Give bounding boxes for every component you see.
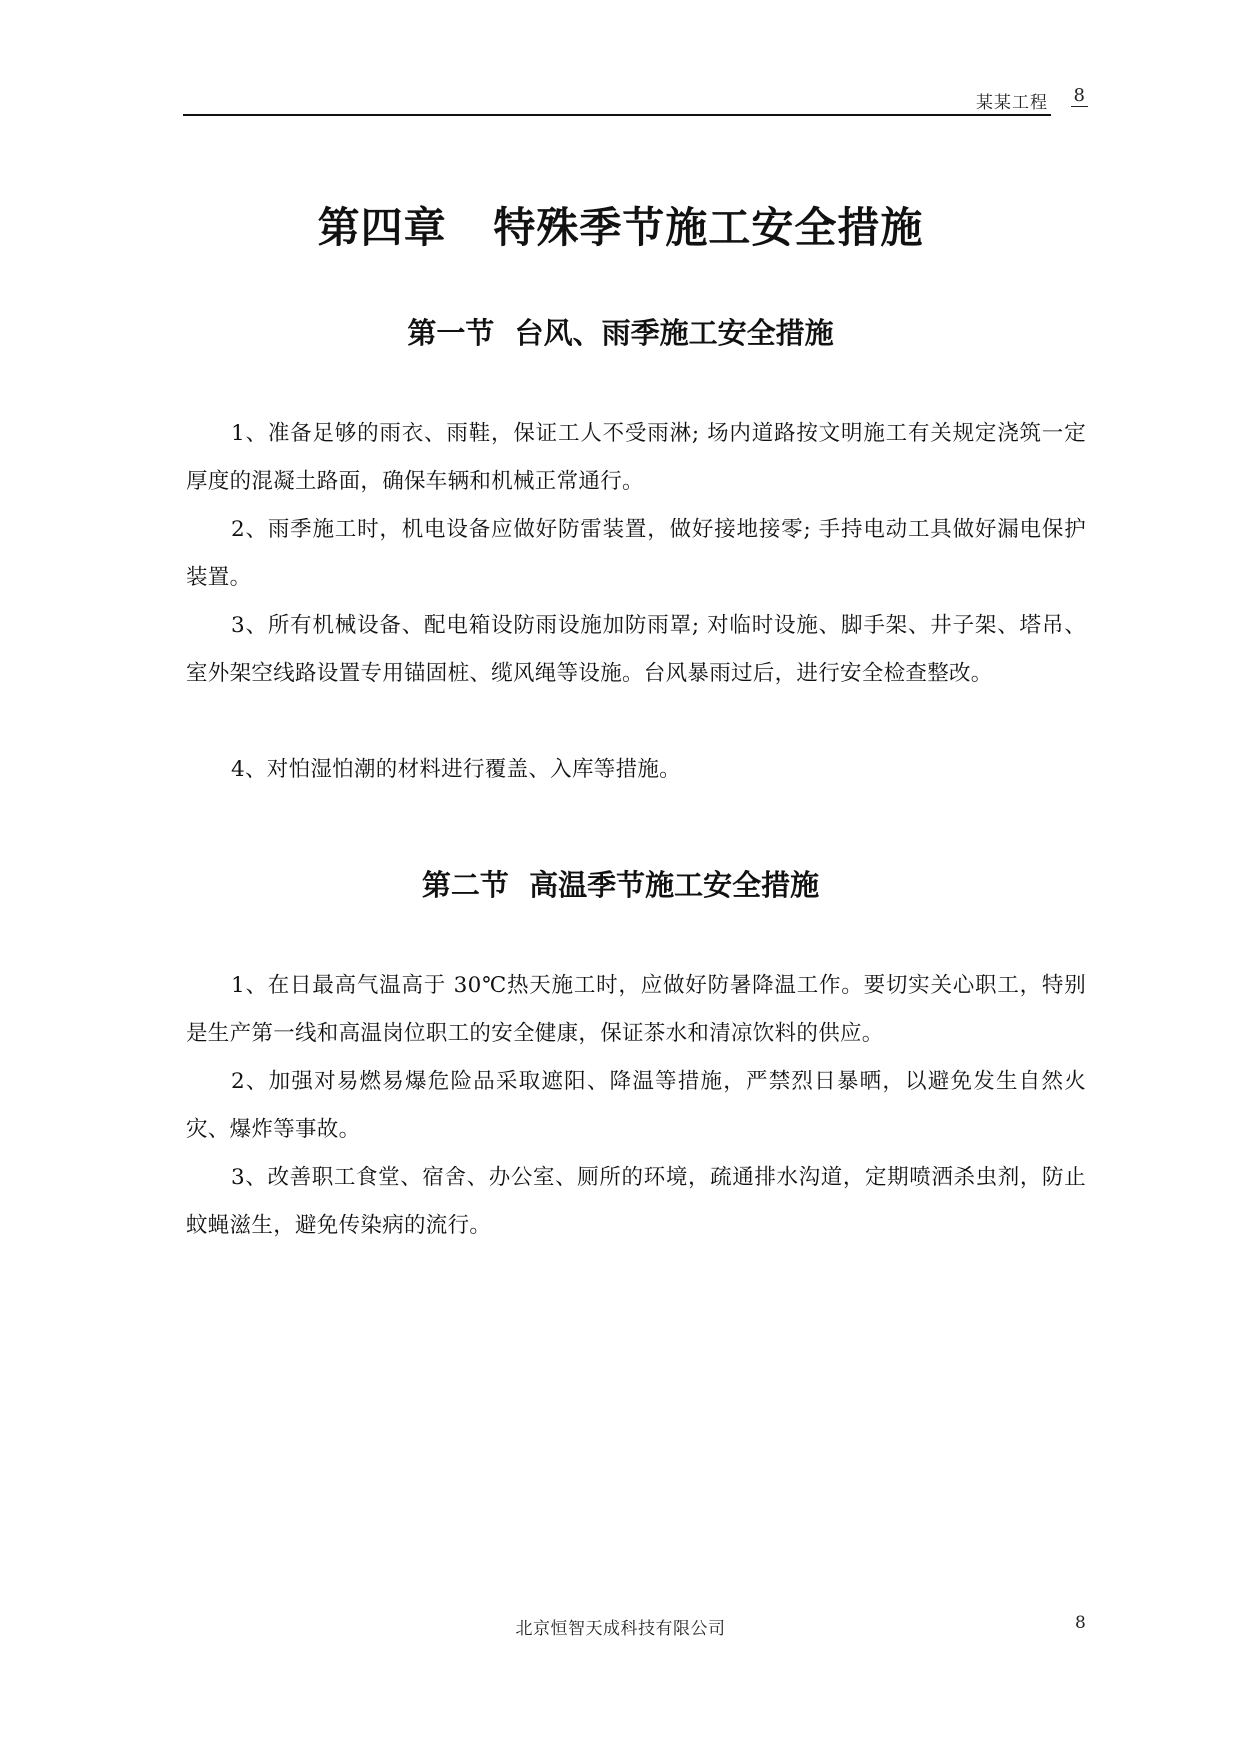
chapter-title: 第四章 特殊季节施工安全措施 <box>317 203 924 252</box>
header-divider <box>183 114 1051 116</box>
section-title-typhoon-rain: 第一节 台风、雨季施工安全措施 <box>407 316 834 350</box>
paragraph: 1、在日最高气温高于 30℃热天施工时，应做好防暑降温工作。要切实关心职工，特别是生产第一线和高温岗位职工的安全健康，保证茶水和清凉饮料的供应。 <box>186 972 1086 1046</box>
section-title-high-temperature: 第二节 高温季节施工安全措施 <box>421 868 820 902</box>
header-title: 某某工程 <box>976 93 1048 113</box>
header-page-number: 8 <box>1071 86 1088 107</box>
paragraph: 4、对怕湿怕潮的材料进行覆盖、入库等措施。 <box>231 756 681 782</box>
paragraph: 2、加强对易燃易爆危险品采取遮阳、降温等措施，严禁烈日暴晒，以避免发生自然火灾、爆炸等事故。 <box>186 1068 1086 1142</box>
footer-page-number: 8 <box>1075 1613 1086 1633</box>
page-header <box>183 86 1088 112</box>
footer-company-name: 北京恒智天成科技有限公司 <box>515 1619 726 1639</box>
paragraph: 3、改善职工食堂、宿舍、办公室、厕所的环境，疏通排水沟道，定期喷洒杀虫剂，防止蚊蝇滋生，避免传染病的流行。 <box>186 1164 1086 1238</box>
paragraph: 2、雨季施工时，机电设备应做好防雷装置，做好接地接零; 手持电动工具做好漏电保护装置。 <box>186 516 1086 590</box>
paragraph: 3、所有机械设备、配电箱设防雨设施加防雨罩; 对临时设施、脚手架、井子架、塔吊、室外架空线路设置专用锚固桩、缆风绳等设施。台风暴雨过后，进行安全检查整改。 <box>186 612 1086 686</box>
paragraph: 1、准备足够的雨衣、雨鞋，保证工人不受雨淋; 场内道路按文明施工有关规定浇筑一定厚度的混凝土路面，确保车辆和机械正常通行。 <box>186 420 1086 494</box>
